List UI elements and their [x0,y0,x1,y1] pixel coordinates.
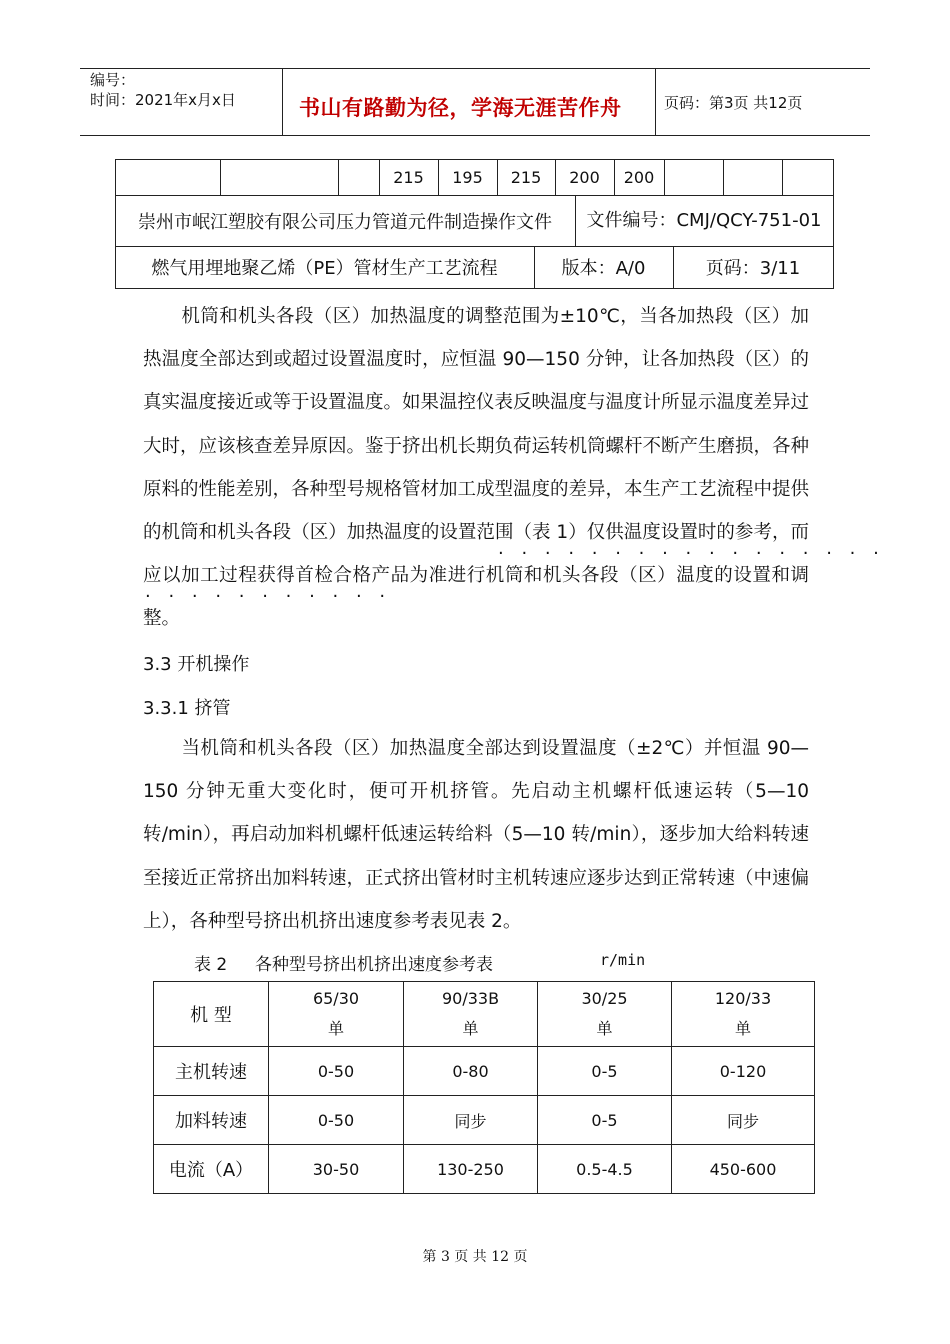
table2-header-model: 机 型 [154,982,269,1047]
model-type: 单 [734,1019,751,1038]
table-cell: 130-250 [404,1145,538,1194]
temp-cell: 215 [393,167,424,187]
model-name: 90/33B [441,989,500,1008]
temp-cell: 200 [569,167,600,187]
table2-unit-text: r/min [600,951,646,969]
page-footer: 第 3 页 共 12 页 [422,1249,528,1265]
temp-cell: 200 [623,167,655,187]
model-name: 30/25 [581,989,628,1008]
emphasis-dots: · · · · · · · · · · · [145,586,392,607]
company-document-title: 崇州市岷江塑胶有限公司压力管道元件制造操作文件 [138,211,552,233]
paragraph-startup [143,727,809,943]
row-label: 电流（A） [154,1145,269,1194]
table2-caption-title: 各种型号挤出机挤出速度参考表 [255,955,493,975]
model-type: 单 [462,1019,479,1038]
table-cell: 0.5-4.5 [538,1145,672,1194]
model-name: 120/33 [714,989,772,1008]
table-cell: 0-80 [404,1047,538,1096]
table-cell: 同步 [672,1096,815,1145]
version-label: 版本：A/0 [561,258,646,279]
table-cell: 0-50 [269,1047,404,1096]
table-cell: 450-600 [672,1145,815,1194]
table2-model-cell [538,982,672,1047]
table-row [154,1096,815,1145]
table-row [154,1047,815,1096]
table2-model-cell [404,982,538,1047]
emphasis-dots: · · · · · · · · · · · · · · · · · [498,543,885,564]
table-row [154,1145,815,1194]
extruder-speed-table [153,981,815,1194]
temp-cell [664,159,723,195]
table2-model-cell [672,982,815,1047]
row-label: 主机转速 [154,1047,269,1096]
table-cell: 0-5 [538,1047,672,1096]
table-cell: 0-120 [672,1047,815,1096]
table2-model-cell [269,982,404,1047]
table-cell: 0-50 [269,1096,404,1145]
table2-unit [600,950,645,970]
temp-cell [220,159,338,195]
document-number-label: 编号： [90,71,136,89]
paragraph-heating-temperature-text: 机筒和机头各段（区）加热温度的调整范围为±10℃，当各加热段（区）加热温度全部达到或超过设置温度时，应恒温 90—150 分钟，让各加热段（区）的真实温度接近或等于设置温度。如果温控仪表反映温度与温度计所显示温度差异过大时，应该核查差异原因。鉴于挤出机长期负荷运转机筒螺杆不断产生磨损，各种原料的性能差别，各种型号规格管材加工成型温度的差异，本生产工艺流程中提供的机筒和机头各段（区）加热温度的设置范围（表 1）仅供温度设置时的参考，而应以加工过程获得首检合格产品为准进行机筒和机头各段（区）温度的设置和调整。 [143,306,810,630]
temp-cell [115,159,220,195]
model-name: 65/30 [312,989,360,1008]
temp-cell [338,159,379,195]
table-cell: 0-5 [538,1096,672,1145]
table-cell: 同步 [404,1096,538,1145]
page-number-label: 页码：3/11 [705,258,801,279]
model-type: 单 [596,1019,613,1038]
paragraph-startup-text: 当机筒和机头各段（区）加热温度全部达到设置温度（±2℃）并恒温 90—150 分钟无重大变化时，便可开机挤管。先启动主机螺杆低速运转（5—10 转/min），再启动加料机螺杆低速运转给料（5—10 转/min），逐步加大给料转速至接近正常挤出加料转速，正式挤出管材时主机转速应逐步达到正常转速（中速偏上），各种型号挤出机挤出速度参考表见表 2。 [143,738,810,932]
process-title: 燃气用埋地聚乙烯（PE）管材生产工艺流程 [151,258,498,279]
section-heading-3-3: 3.3 开机操作 [143,654,250,675]
file-number: 文件编号：CMJ/QCY-751-01 [586,209,822,231]
temp-cell [723,159,782,195]
header-motto: 书山有路勤为径，学海无涯苦作舟 [299,96,622,120]
temp-cell: 215 [510,167,542,187]
model-type: 单 [327,1019,344,1038]
row-label: 加料转速 [154,1096,269,1145]
temp-cell: 195 [452,167,483,187]
document-time-label: 时间：2021年x月x日 [90,91,236,109]
temp-cell [782,159,833,195]
section-heading-3-3-1: 3.3.1 挤管 [143,698,231,719]
table2-caption-number: 表 2 [194,955,228,975]
header-page-code: 页码：第3页 共12页 [664,94,803,112]
table-cell: 30-50 [269,1145,404,1194]
